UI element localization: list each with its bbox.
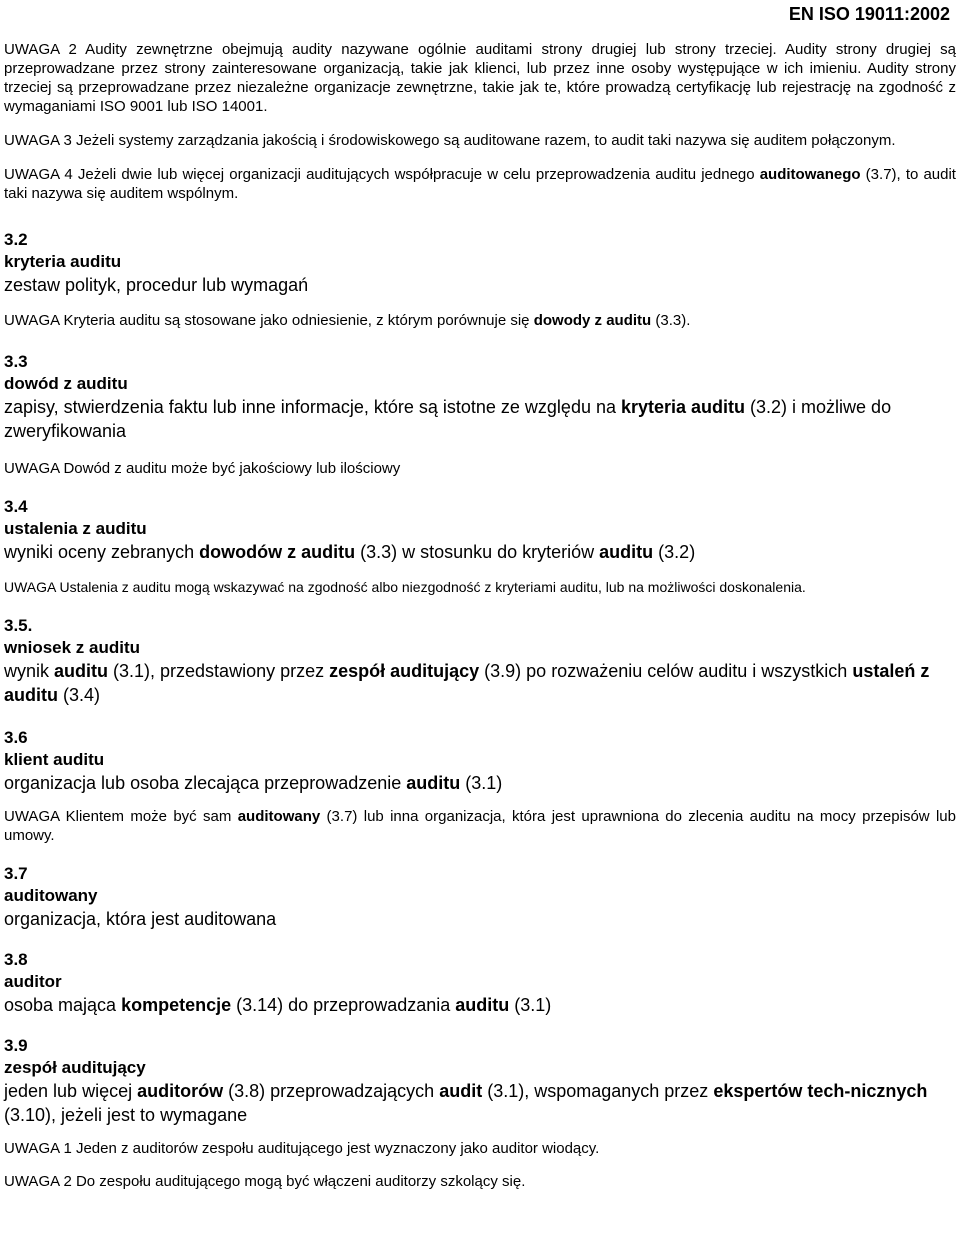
- term-3-9: [4, 1035, 956, 1191]
- term-number: 3.5.: [4, 616, 33, 635]
- term-3-6: [4, 727, 956, 845]
- term-title: klient auditu: [4, 750, 105, 769]
- note-4-joint-audit: UWAGA 4 Jeżeli dwie lub więcej organizacji auditujących współpracuje w celu przeprowadzenia auditu jednego auditowanego (3.7), to audit taki nazywa się auditem wspólnym.: [4, 166, 956, 202]
- standard-header: EN ISO 19011:2002: [788, 4, 950, 24]
- term-note: UWAGA Dowód z auditu może być jakościowy lub ilościowy: [4, 460, 401, 477]
- term-title: dowód z auditu: [4, 374, 128, 393]
- term-definition: zapisy, stwierdzenia faktu lub inne informacje, które są istotne ze względu na kryteria auditu (3.2) i możliwe do zweryfikowania: [4, 397, 892, 441]
- term-3-2: [4, 229, 956, 330]
- term-title: auditor: [4, 972, 62, 991]
- term-note-1: UWAGA 1 Jeden z auditorów zespołu auditującego jest wyznaczony jako auditor wiodący.: [4, 1140, 600, 1157]
- term-note: UWAGA Ustalenia z auditu mogą wskazywać na zgodność albo niezgodność z kryteriami auditu, lub na możliwości doskonalenia.: [4, 579, 806, 595]
- term-3-3: [4, 351, 956, 478]
- term-title: auditowany: [4, 886, 98, 905]
- term-note: UWAGA Kryteria auditu są stosowane jako odniesienie, z którym porównuje się dowody z auditu (3.3).: [4, 312, 691, 329]
- term-definition: wyniki oceny zebranych dowodów z auditu (3.3) w stosunku do kryteriów auditu (3.2): [4, 542, 696, 562]
- term-definition: zestaw polityk, procedur lub wymagań: [4, 275, 309, 295]
- note-2-external-audits: UWAGA 2 Audity zewnętrzne obejmują audity nazywane ogólnie auditami strony drugiej lub strony trzeciej. Audity strony drugiej są przeprowadzane przez strony zainteresowane organizacją, takie jak klienci, lub przez inne osoby występujące w ich imieniu. Audity strony trzeciej są przeprowadzane przez niezależne organizacje zewnętrzne, takie jak te, które prowadzą certyfikację lub rejestrację na zgodność z wymaganiami ISO 9001 lub ISO 14001.: [4, 41, 956, 115]
- term-number: 3.7: [4, 864, 28, 883]
- term-3-7: [4, 863, 956, 931]
- term-number: 3.9: [4, 1036, 28, 1055]
- term-3-8: [4, 949, 956, 1017]
- term-note: UWAGA Klientem może być sam auditowany (3.7) lub inna organizacja, która jest uprawniona do zlecenia auditu na mocy przepisów lub umowy.: [4, 808, 956, 844]
- term-title: kryteria auditu: [4, 252, 122, 271]
- term-title: zespół auditujący: [4, 1058, 146, 1077]
- term-title: wniosek z auditu: [4, 638, 141, 657]
- term-note-2: UWAGA 2 Do zespołu auditującego mogą być włączeni auditorzy szkolący się.: [4, 1173, 526, 1190]
- term-number: 3.8: [4, 950, 28, 969]
- term-3-5: [4, 615, 956, 707]
- term-number: 3.3: [4, 352, 28, 371]
- term-number: 3.4: [4, 497, 28, 516]
- term-definition: jeden lub więcej auditorów (3.8) przeprowadzających audit (3.1), wspomaganych przez ekspertów tech-nicznych (3.10), jeżeli jest to wymagane: [4, 1081, 928, 1125]
- term-number: 3.6: [4, 728, 28, 747]
- term-definition: wynik auditu (3.1), przedstawiony przez zespół auditujący (3.9) po rozważeniu celów auditu i wszystkich ustaleń z auditu (3.4): [4, 661, 930, 705]
- term-definition: organizacja lub osoba zlecająca przeprowadzenie auditu (3.1): [4, 773, 503, 793]
- term-title: ustalenia z auditu: [4, 519, 147, 538]
- term-number: 3.2: [4, 230, 28, 249]
- document-body: [4, 40, 956, 1191]
- note-3-combined-audit: UWAGA 3 Jeżeli systemy zarządzania jakością i środowiskowego są auditowane razem, to audit taki nazywa się auditem połączonym.: [4, 132, 896, 149]
- term-definition: organizacja, która jest auditowana: [4, 909, 277, 929]
- term-3-4: [4, 496, 956, 597]
- term-definition: osoba mająca kompetencje (3.14) do przeprowadzania auditu (3.1): [4, 995, 552, 1015]
